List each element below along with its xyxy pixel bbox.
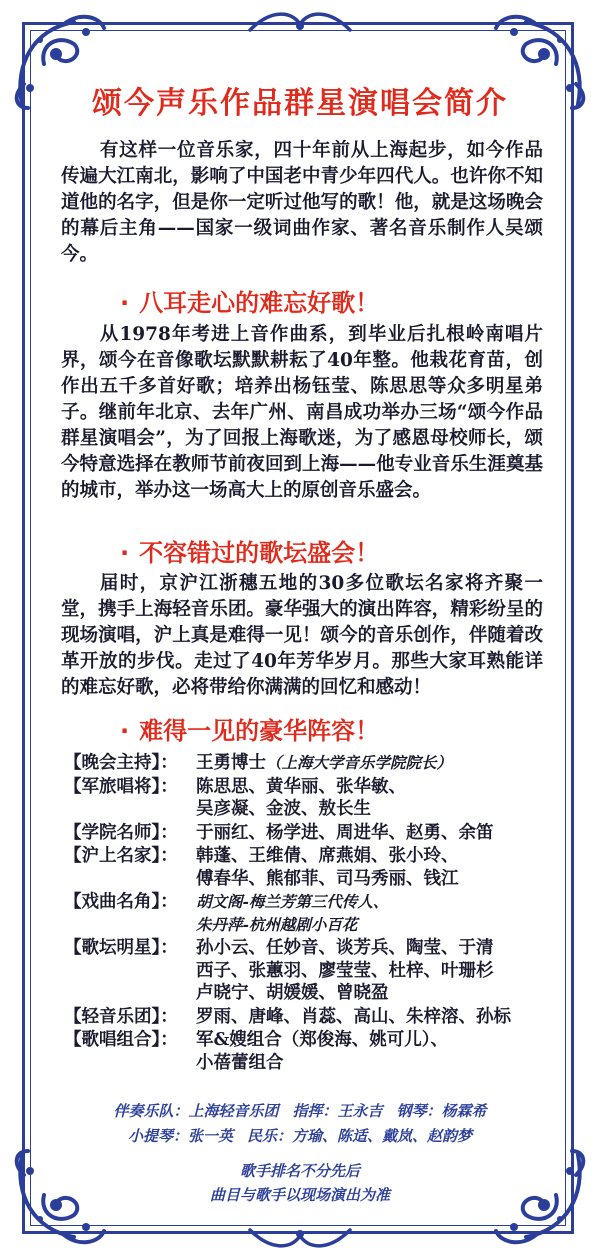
credits-line-2 <box>0 1125 600 1146</box>
section-heading-3 <box>120 711 379 746</box>
bullet-dot: · <box>120 717 130 745</box>
section-heading-text: 八耳走心的难忘好歌！ <box>139 289 380 317</box>
lineup-category: 【歌坛明星】： <box>64 938 178 958</box>
section-2-paragraph: 届时，京沪江浙穗五地的30多位歌坛名家将齐聚一堂，携手上海轻音乐团。豪华强大的演出阵容，精彩纷呈的现场演唱，沪上真是难得一见！颂今的音乐创作，伴随着改革开放的步伐。走过了40年芳华岁月。那些大家耳熟能详的难忘好歌，必将带给你满满的回忆和感动！ <box>61 573 543 698</box>
lineup-line <box>196 752 544 775</box>
lineup-list <box>64 752 544 1075</box>
lineup-line: 韩蓬、王维倩、席燕娟、张小玲、 <box>196 846 459 866</box>
lineup-line: 卢晓宁、胡媛媛、曾晓盈 <box>196 983 389 1003</box>
lineup-category: 【歌唱组合】： <box>64 1030 178 1050</box>
section-heading-text: 不容错过的歌坛盛会！ <box>139 539 380 567</box>
section-heading-2 <box>120 533 379 568</box>
section-heading-text: 难得一见的豪华阵容！ <box>139 717 380 745</box>
lineup-row <box>64 891 544 936</box>
lineup-row <box>64 937 544 1005</box>
lineup-line: 傅春华、熊郁菲、司马秀丽、钱江 <box>196 868 459 889</box>
lineup-line: 吴彦凝、金波、敖长生 <box>196 799 371 819</box>
lineup-row <box>64 1029 544 1074</box>
lineup-names <box>196 845 544 890</box>
bullet-dot: · <box>120 289 130 317</box>
lineup-line: 西子、张蕙羽、廖莹莹、杜梓、叶珊杉 <box>196 960 494 981</box>
lineup-row <box>64 776 544 821</box>
section-1-paragraph: 从1978年考进上音作曲系，到毕业后扎根岭南唱片界，颂今在音像歌坛默默耕耘了40年整。他栽花育苗，创作出五千多首好歌；培养出杨钰莹、陈思思等众多明星弟子。继前年北京、去年广州、南昌成功举办三场“颂今作品群星演唱会”，为了回报上海歌迷，为了感恩母校师长，颂今特意选择在教师节前夜回到上海——他专业音乐生涯奠基的城市，举办这一场高大上的原创音乐盛会。 <box>61 324 543 501</box>
lineup-names <box>196 822 544 845</box>
lineup-line: 于丽红、杨学进、周进华、赵勇、余笛 <box>196 822 494 843</box>
host-title-note: （上海大学音乐学院院长） <box>266 753 453 772</box>
disclaimer-line-1: 歌手排名不分先后 <box>239 1162 360 1180</box>
section-heading-1 <box>120 283 379 318</box>
lineup-names <box>196 937 544 1005</box>
credits-line-1 <box>0 1100 600 1121</box>
lineup-line: 孙小云、任妙音、谈芳兵、陶莹、于清 <box>196 938 494 958</box>
lineup-line: 罗雨、唐峰、肖蕊、高山、朱梓溶、孙标 <box>196 1006 511 1027</box>
page-title: 颂今声乐作品群星演唱会简介 <box>92 86 508 121</box>
folk-music-credit: 民乐：方瑜、陈适、戴岚、赵韵梦 <box>247 1127 473 1145</box>
band-credit: 伴奏乐队：上海轻音乐团 <box>113 1102 279 1120</box>
piano-credit: 钢琴：杨霖希 <box>396 1102 487 1120</box>
violin-credit: 小提琴：张一英 <box>127 1127 233 1145</box>
lineup-line: 朱丹萍-杭州越剧小百花 <box>196 914 358 934</box>
lineup-row <box>64 752 544 775</box>
top-center-ornament <box>240 6 360 36</box>
lineup-line: 军&嫂组合（郑俊海、姚可儿）、 <box>196 1030 449 1050</box>
lineup-category: 【晚会主持】： <box>64 753 178 773</box>
lineup-category: 【沪上名家】： <box>64 846 178 866</box>
lineup-row <box>64 1006 544 1029</box>
lineup-names <box>196 776 544 821</box>
host-name: 王勇博士 <box>196 753 266 773</box>
lineup-category: 【轻音乐团】： <box>64 1006 178 1027</box>
bottom-center-ornament <box>240 1224 360 1254</box>
intro-paragraph: 有这样一位音乐家，四十年前从上海起步，如今作品传遍大江南北，影响了中国老中青少年四代人。也许你不知道他的名字，但是你一定听过他写的歌！他，就是这场晚会的幕后主角——国家一级词曲作家、著名音乐制作人吴颂今。 <box>61 140 543 265</box>
lineup-names <box>196 891 544 936</box>
lineup-category: 【军旅唱将】： <box>64 776 178 797</box>
conductor-credit: 指挥：王永吉 <box>292 1102 383 1120</box>
lineup-names <box>196 752 544 775</box>
bullet-dot: · <box>120 539 130 567</box>
lineup-category: 【学院名师】： <box>64 822 178 843</box>
lineup-line: 小蓓蕾组合 <box>196 1052 284 1073</box>
lineup-category: 【戏曲名角】： <box>64 892 178 912</box>
lineup-row <box>64 845 544 890</box>
lineup-row <box>64 822 544 845</box>
lineup-line: 陈思思、黄华丽、张华敏、 <box>196 776 406 797</box>
lineup-names <box>196 1029 544 1074</box>
disclaimer-line-2: 曲目与歌手以现场演出为准 <box>209 1186 390 1204</box>
lineup-names <box>196 1006 544 1029</box>
lineup-line: 胡文阁-梅兰芳第三代传人、 <box>196 892 389 911</box>
